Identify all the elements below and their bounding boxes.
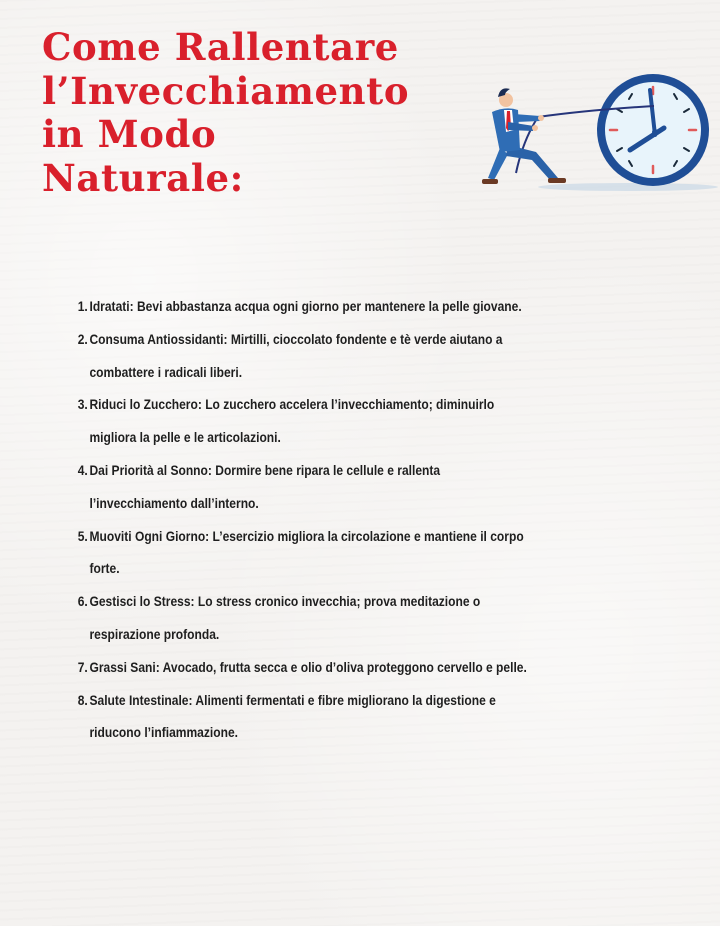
page-title — [42, 26, 409, 200]
businessman-icon — [482, 88, 566, 184]
item-line: forte. — [89, 560, 120, 577]
item-number: 6. — [77, 593, 88, 610]
businessman-pulling-clock-illustration — [478, 70, 720, 196]
item-number: 5. — [77, 527, 88, 544]
item-text — [89, 651, 624, 684]
item-number: 8. — [77, 691, 88, 708]
item-number: 7. — [77, 658, 88, 675]
list-item — [74, 290, 624, 323]
list-item — [74, 585, 624, 651]
item-text — [89, 454, 624, 520]
item-line: migliora la pelle e le articolazioni. — [89, 429, 281, 446]
item-text — [89, 388, 624, 454]
item-line: Consuma Antiossidanti: Mirtilli, cioccolato fondente e tè verde aiutano a — [89, 330, 503, 347]
item-text — [89, 520, 624, 586]
item-line: riducono l’infiammazione. — [89, 724, 238, 741]
title-line: in Modo — [42, 112, 217, 156]
item-number: 4. — [77, 461, 88, 478]
list-item — [74, 684, 624, 750]
item-text — [89, 323, 624, 389]
item-text — [89, 684, 624, 750]
clock-illustration-icon — [478, 70, 720, 196]
list-item — [74, 454, 624, 520]
title-line: Naturale: — [42, 155, 244, 200]
item-line: respirazione profonda. — [89, 625, 220, 642]
clock-icon — [597, 74, 709, 186]
item-text — [89, 585, 624, 651]
item-line: Salute Intestinale: Alimenti fermentati e fibre migliorano la digestione e — [89, 691, 496, 708]
title-line: l’Invecchiamento — [42, 68, 410, 113]
item-line: Dai Priorità al Sonno: Dormire bene ripara le cellule e rallenta — [89, 461, 441, 478]
item-line: Idratati: Bevi abbastanza acqua ogni giorno per mantenere la pelle giovane. — [89, 298, 522, 314]
list-item — [74, 651, 624, 684]
item-text — [89, 290, 624, 323]
item-line: Grassi Sani: Avocado, frutta secca e olio d’oliva proteggono cervello e pelle. — [89, 658, 527, 675]
tips-list — [74, 290, 634, 749]
item-number: 1. — [77, 298, 88, 314]
item-number: 3. — [77, 396, 88, 413]
list-item — [74, 388, 624, 454]
list-item — [74, 520, 624, 586]
item-line: Muoviti Ogni Giorno: L’esercizio migliora la circolazione e mantiene il corpo — [89, 527, 524, 544]
item-number: 2. — [77, 330, 88, 347]
item-line: Riduci lo Zucchero: Lo zucchero accelera l’invecchiamento; diminuirlo — [89, 396, 495, 413]
item-line: l’invecchiamento dall’interno. — [89, 494, 259, 511]
item-line: Gestisci lo Stress: Lo stress cronico invecchia; prova meditazione o — [89, 593, 481, 610]
list-item — [74, 323, 624, 389]
item-line: combattere i radicali liberi. — [89, 363, 243, 380]
title-line: Come Rallentare — [42, 25, 399, 69]
